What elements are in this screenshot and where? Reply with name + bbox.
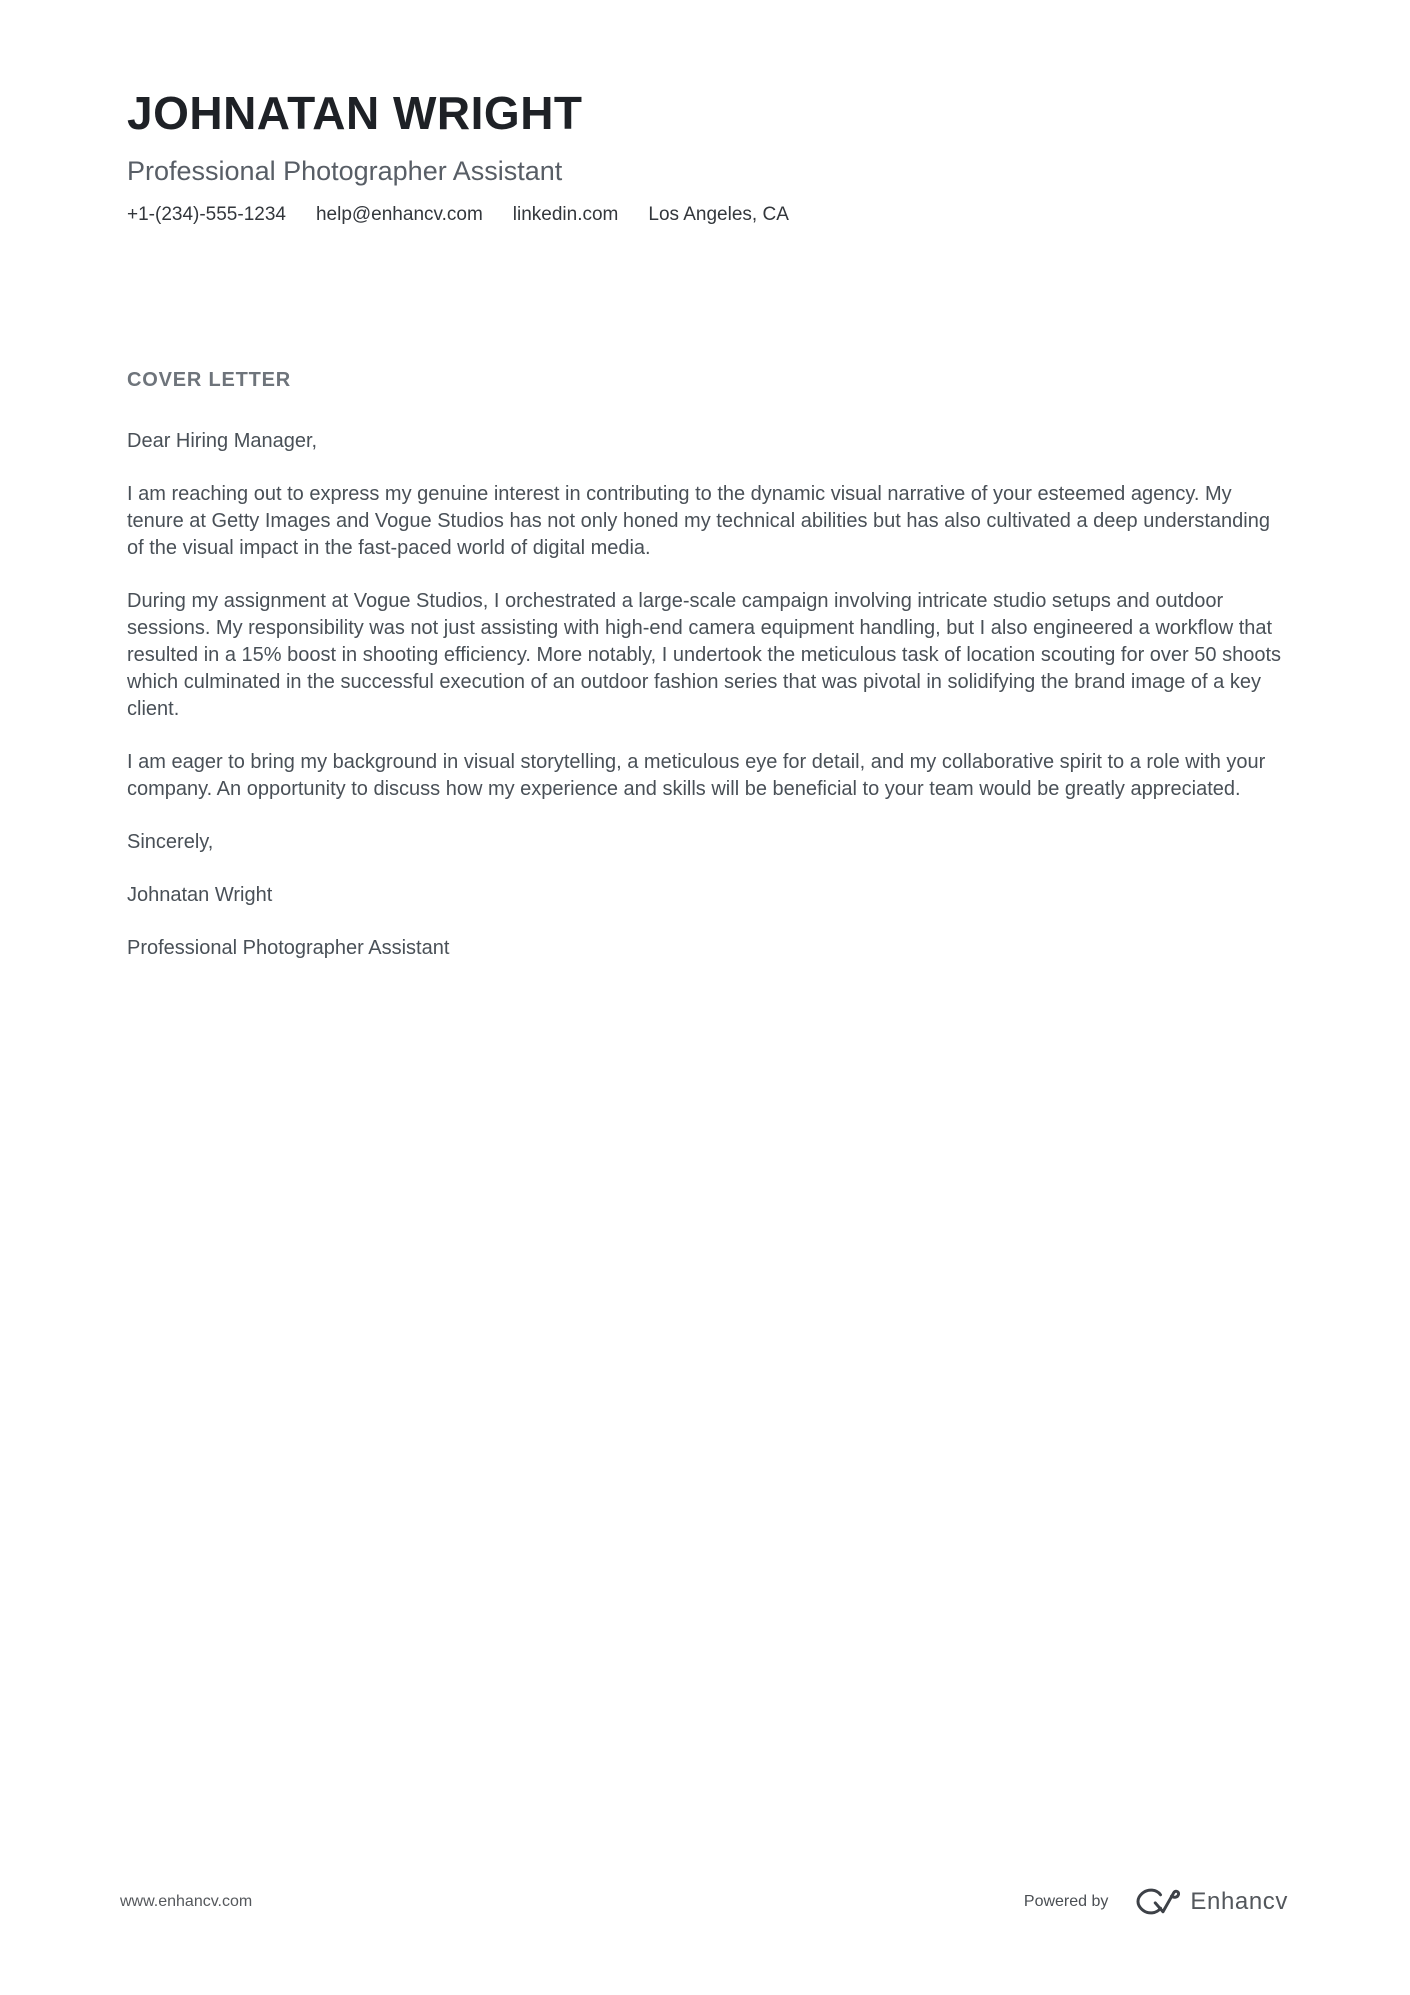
person-job-title: Professional Photographer Assistant bbox=[127, 155, 563, 186]
letter-paragraph: During my assignment at Vogue Studios, I orchestrated a large-scale campaign involving intricate studio setups and outdoor sessions. My responsibility was not just assisting with high-end camera equipment handling, but I also engineered a workflow that resulted in a 15% boost in shooting efficiency. More notably, I undertook the meticulous task of location scouting for over 50 shoots which culminated in the successful execution of an outdoor fashion series that was pivotal in solidifying the brand image of a key client. bbox=[127, 589, 1281, 720]
footer-website-link[interactable]: www.enhancv.com bbox=[120, 1892, 253, 1910]
enhancv-brand-link[interactable] bbox=[1134, 1886, 1288, 1917]
contact-phone: +1-(234)-555-1234 bbox=[127, 203, 286, 225]
powered-by-label: Powered by bbox=[1023, 1892, 1109, 1910]
page-footer bbox=[0, 1886, 1410, 1917]
powered-by-group bbox=[1024, 1886, 1288, 1917]
contact-email[interactable]: help@enhancv.com bbox=[315, 203, 483, 225]
contact-location: Los Angeles, CA bbox=[648, 203, 789, 225]
document-header bbox=[127, 88, 1283, 226]
contact-linkedin[interactable]: linkedin.com bbox=[512, 203, 619, 225]
enhancv-wordmark: Enhancv bbox=[1190, 1887, 1288, 1915]
section-heading-cover-letter: COVER LETTER bbox=[127, 368, 292, 391]
enhancv-logo-icon bbox=[1134, 1886, 1180, 1917]
contact-row bbox=[127, 204, 1283, 226]
signature-name: Johnatan Wright bbox=[127, 883, 273, 906]
person-name: JOHNATAN WRIGHT bbox=[127, 87, 583, 139]
letter-paragraph: I am reaching out to express my genuine interest in contributing to the dynamic visual narrative of your esteemed agency. My tenure at Getty Images and Vogue Studios has not only honed my technical abilities but has also cultivated a deep understanding of the visual impact in the fast-paced world of digital media. bbox=[127, 482, 1270, 559]
cover-letter-page bbox=[0, 0, 1410, 962]
signature-title: Professional Photographer Assistant bbox=[127, 936, 450, 959]
letter-body bbox=[127, 428, 1283, 962]
closing: Sincerely, bbox=[127, 830, 214, 853]
letter-paragraph: I am eager to bring my background in visual storytelling, a meticulous eye for detail, and my collaborative spirit to a role with your company. An opportunity to discuss how my experience and skills will be beneficial to your team would be greatly appreciated. bbox=[127, 750, 1266, 800]
salutation: Dear Hiring Manager, bbox=[127, 429, 318, 452]
